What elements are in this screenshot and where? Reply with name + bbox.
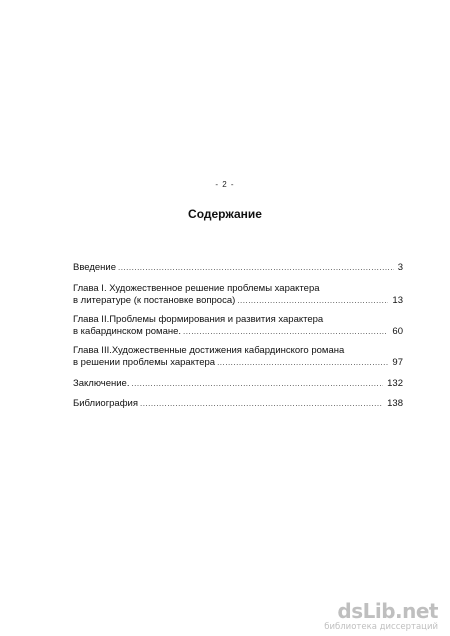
toc-entry-title: Глава II.Проблемы формирования и развития характера xyxy=(73,313,324,325)
toc-page-number: 60 xyxy=(392,326,403,337)
toc-entry-bibliography xyxy=(73,398,403,411)
toc-line xyxy=(73,314,403,327)
dot-leader xyxy=(217,357,388,370)
table-of-contents xyxy=(73,262,403,417)
toc-entry-chapter-1 xyxy=(73,283,403,308)
toc-entry-title-continued: в литературе (к постановке вопроса) xyxy=(73,295,236,306)
toc-entry-title-continued: в кабардинском романе. xyxy=(73,326,182,337)
toc-entry-title: Заключение. xyxy=(73,377,130,389)
toc-page-number: 13 xyxy=(392,295,403,306)
dot-leader xyxy=(131,378,383,391)
toc-line xyxy=(73,283,403,296)
toc-line xyxy=(73,262,403,275)
toc-line xyxy=(73,357,403,370)
toc-entry-chapter-3 xyxy=(73,345,403,370)
page-number: - 2 - xyxy=(215,180,235,189)
toc-entry-title: Глава I. Художественное решение проблемы характера xyxy=(73,282,320,294)
toc-entry-chapter-2 xyxy=(73,314,403,339)
toc-line xyxy=(73,345,403,358)
toc-entry-title-continued: в решении проблемы характера xyxy=(73,357,216,368)
watermark-brand: dsLib.net xyxy=(337,599,438,623)
watermark-subtitle: библиотека диссертаций xyxy=(324,622,438,632)
toc-entry-introduction xyxy=(73,262,403,275)
toc-line xyxy=(73,326,403,339)
toc-page-number: 138 xyxy=(387,398,403,409)
toc-entry-conclusion xyxy=(73,378,403,391)
toc-line xyxy=(73,378,403,391)
toc-page-number: 3 xyxy=(397,262,403,273)
toc-page-number: 132 xyxy=(387,377,403,389)
dot-leader xyxy=(140,398,383,411)
toc-page-number: 97 xyxy=(392,357,403,368)
dot-leader xyxy=(118,262,394,275)
dot-leader xyxy=(237,295,388,308)
dot-leader xyxy=(183,326,388,339)
toc-entry-title: Введение xyxy=(73,262,117,273)
toc-line xyxy=(73,295,403,308)
toc-line xyxy=(73,398,403,411)
toc-entry-title: Библиография xyxy=(73,398,138,409)
toc-title: Содержание xyxy=(188,207,262,221)
watermark xyxy=(318,600,438,632)
toc-entry-title: Глава III.Художественные достижения кабардинского романа xyxy=(73,344,345,356)
